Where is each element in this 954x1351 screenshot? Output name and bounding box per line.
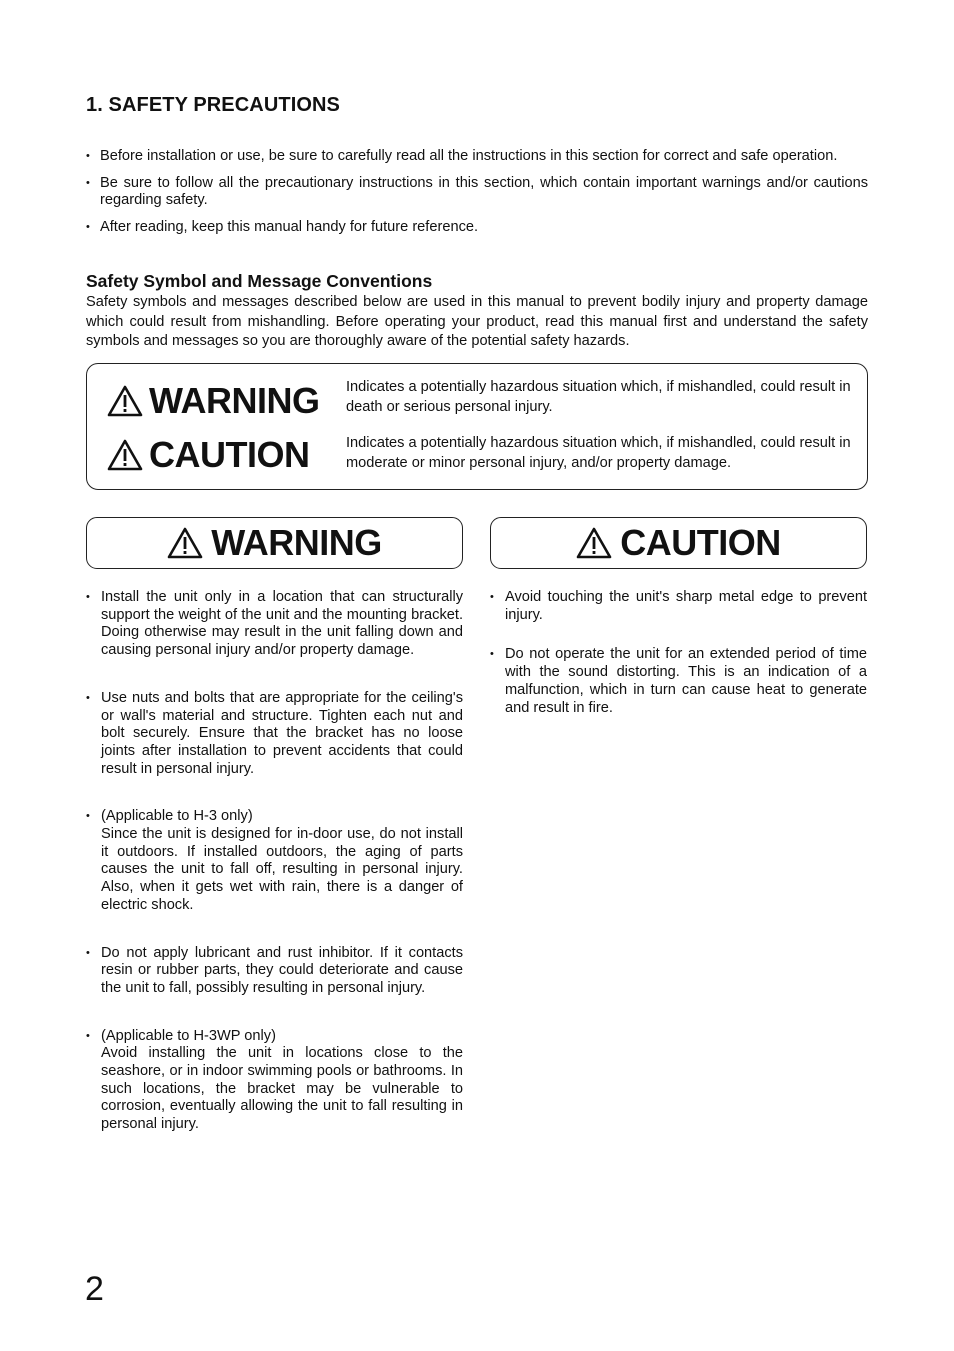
conventions-title: Safety Symbol and Message Conventions (86, 271, 433, 291)
warning-triangle-icon (167, 527, 203, 559)
page-number: 2 (85, 1270, 104, 1308)
warning-item-lead: • (Applicable to H-3 only) (101, 808, 253, 825)
warning-column-title: WARNING (211, 522, 382, 563)
legend-warning-desc: Indicates a potentially hazardous situation which, if mishandled, could result in death or serious personal injury. (346, 379, 851, 415)
warning-item (86, 945, 463, 998)
warning-triangle-icon (107, 385, 143, 417)
intro-bullet: • Be sure to follow all the precautionary instructions in this section, which contain important warnings and/or cautions regarding safety. (86, 175, 868, 210)
intro-bullet: • After reading, keep this manual handy for future reference. (86, 219, 868, 237)
section-title: 1. SAFETY PRECAUTIONS (86, 94, 340, 116)
warning-item (86, 690, 463, 779)
warning-item-text: Since the unit is designed for in-door use, do not install it outdoors. If installed outdoors, the aging of parts causes the unit to fall off, resulting in personal injury. Also, when it gets wet with rain, there is a danger of electric shock. (101, 826, 463, 913)
warning-column-header (86, 517, 463, 569)
warning-item (86, 808, 463, 914)
caution-item-text: • Do not operate the unit for an extended period of time with the sound distorting. This is an indication of a malfunction, which in turn can cause heat to generate and result in fire. (505, 646, 867, 716)
caution-column-header (490, 517, 867, 569)
warning-item-text: • Do not apply lubricant and rust inhibitor. If it contacts resin or rubber parts, they could deteriorate and cause the unit to fall, possibly resulting in personal injury. (101, 944, 463, 996)
caution-list (490, 589, 867, 747)
warning-item-lead: • (Applicable to H-3WP only) (101, 1027, 276, 1044)
caution-triangle-icon (107, 439, 143, 471)
warning-list (86, 589, 463, 1164)
warning-item-text: Avoid installing the unit in locations close to the seashore, or in indoor swimming pools or bathrooms. In such locations, the bracket may be vulnerable to corrosion, eventually allowing the unit to fall resulting in personal injury. (101, 1045, 463, 1133)
caution-triangle-icon (576, 527, 612, 559)
caution-item-text: • Avoid touching the unit's sharp metal edge to prevent injury. (505, 589, 867, 623)
conventions-text: Safety symbols and messages described below are used in this manual to prevent bodily injury and property damage which could result from mishandling. Before operating your product, read this manual first and understand the safety symbols and messages so you are thoroughly aware of the potential safety hazards. (86, 294, 868, 349)
warning-item (86, 1028, 463, 1134)
intro-bullet-list (86, 148, 868, 245)
legend-warning-text: WARNING (149, 380, 320, 421)
legend-caution-text: CAUTION (149, 434, 310, 475)
warning-item (86, 589, 463, 660)
caution-item (490, 589, 867, 624)
caution-column-title: CAUTION (620, 522, 781, 563)
caution-item (490, 646, 867, 717)
warning-item-text: • Use nuts and bolts that are appropriate for the ceiling's or wall's material and structure. Tighten each nut and bolt securely. Ensure that the bracket has no loose joints after installation to prevent accidents that could result in personal injury. (101, 689, 463, 777)
warning-item-text: • Install the unit only in a location that can structurally support the weight of the unit and the mounting bracket. Doing otherwise may result in the unit falling down and causing personal injury and/or property damage. (101, 589, 463, 659)
legend-caution-label (107, 434, 310, 476)
intro-bullet: • Before installation or use, be sure to carefully read all the instructions in this section for correct and safe operation. (86, 148, 868, 166)
legend-warning-label (107, 380, 320, 422)
legend-caution-desc: Indicates a potentially hazardous situation which, if mishandled, could result in moderate or minor personal injury, and/or property damage. (346, 435, 851, 471)
safety-legend-box (86, 363, 868, 490)
